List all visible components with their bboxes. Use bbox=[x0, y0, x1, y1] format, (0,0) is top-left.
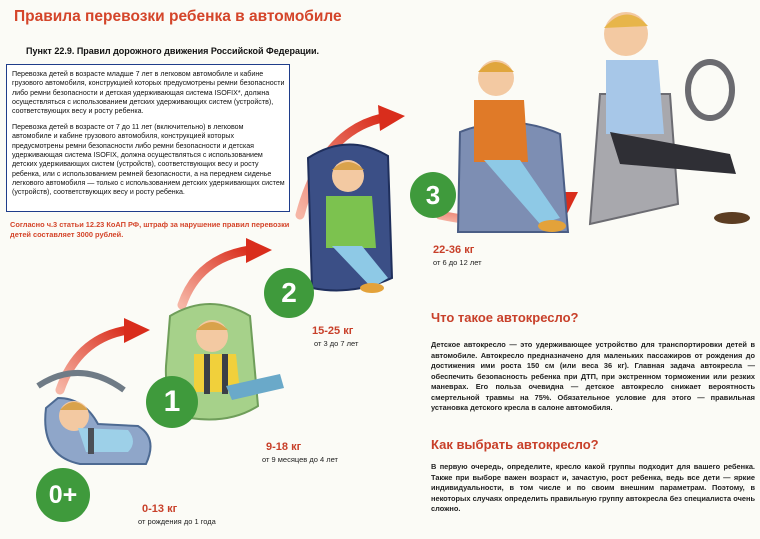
rules-paragraph-2: Перевозка детей в возрасте от 7 до 11 лет (включительно) в легковом автомобиле и кабине грузового автомобиля, конструкцией которых предусмотрены ремни безопасности либо ремни безопасности и детская удерживающая система ISOFIX, должна осуществляться с использованием детских удерживающих систем (устройств), соответствующих весу и росту ребенка, или с использованием ремней безопасности, а на переднем сиденье легкового автомобиля — только с использованием детских удерживающих систем (устройств), соответствующих весу и росту ребенка. bbox=[12, 122, 285, 197]
badge-group-0plus: 0+ bbox=[36, 468, 90, 522]
what-is-heading: Что такое автокресло? bbox=[431, 310, 579, 325]
age-group-2: от 3 до 7 лет bbox=[314, 339, 359, 348]
page-title: Правила перевозки ребенка в автомобиле bbox=[14, 8, 342, 25]
weight-group-2: 15-25 кг bbox=[312, 325, 354, 337]
weight-group-1: 9-18 кг bbox=[266, 441, 302, 453]
what-is-text: Детское автокресло — это удерживающее устройство для транспортировки детей в автомобиле. Автокресло предназначено для маленьких пассажиров от рождения до достижения ими роста 150 см (или веса 36 кг). Главная задача автокресла — обеспечить безопасность ребенка при ДТП, при экстренном торможении или резких маневрах. Его польза очевидна — детское автокресло снижает вероятность смертельной травмы на 75%. Обязательное условие для этого — правильная установка детского кресла в салоне автомобиля. bbox=[431, 340, 755, 413]
age-group-1: от 9 месяцев до 4 лет bbox=[262, 455, 338, 464]
badge-group-2: 2 bbox=[264, 268, 314, 318]
badge-group-1: 1 bbox=[146, 376, 198, 428]
how-choose-text: В первую очередь, определите, кресло какой группы подходит для вашего ребенка. Также при выборе важен возраст и, зачастую, рост ребенка, ведь все дети — яркие индивидуальности, в том числе и по своим внешним параметрам. Поэтому, в некоторых случаях определить правильную группу автокресла без специалиста очень сложно. bbox=[431, 462, 755, 514]
age-group-3: от 6 до 12 лет bbox=[433, 258, 482, 267]
age-group-0plus: от рождения до 1 года bbox=[138, 517, 216, 526]
arrow-1-to-2-icon bbox=[182, 238, 272, 305]
weight-group-0plus: 0-13 кг bbox=[142, 503, 178, 515]
badge-group-3: 3 bbox=[410, 172, 456, 218]
adult-driver-illustration bbox=[560, 4, 758, 236]
rules-paragraph-1: Перевозка детей в возрасте младше 7 лет в легковом автомобиле и кабине грузового автомобиля, конструкцией которых предусмотрены ремни безопасности либо ремни безопасности и детская удерживающая система ISOFIX*, должна осуществляться с использованием детских удерживающих систем (устройств), соответствующих весу и росту ребенка. bbox=[12, 70, 285, 116]
page-subtitle: Пункт 22.9. Правил дорожного движения Российской Федерации. bbox=[26, 46, 320, 56]
infant-carrier-illustration bbox=[28, 368, 158, 468]
how-choose-heading: Как выбрать автокресло? bbox=[431, 437, 599, 452]
fine-notice: Согласно ч.3 статьи 12.23 КоАП РФ, штраф за нарушение правил перевозки детей составляет 3000 рублей. bbox=[10, 220, 290, 240]
weight-group-3: 22-36 кг bbox=[433, 244, 475, 256]
group-2-seat-illustration bbox=[292, 138, 412, 298]
